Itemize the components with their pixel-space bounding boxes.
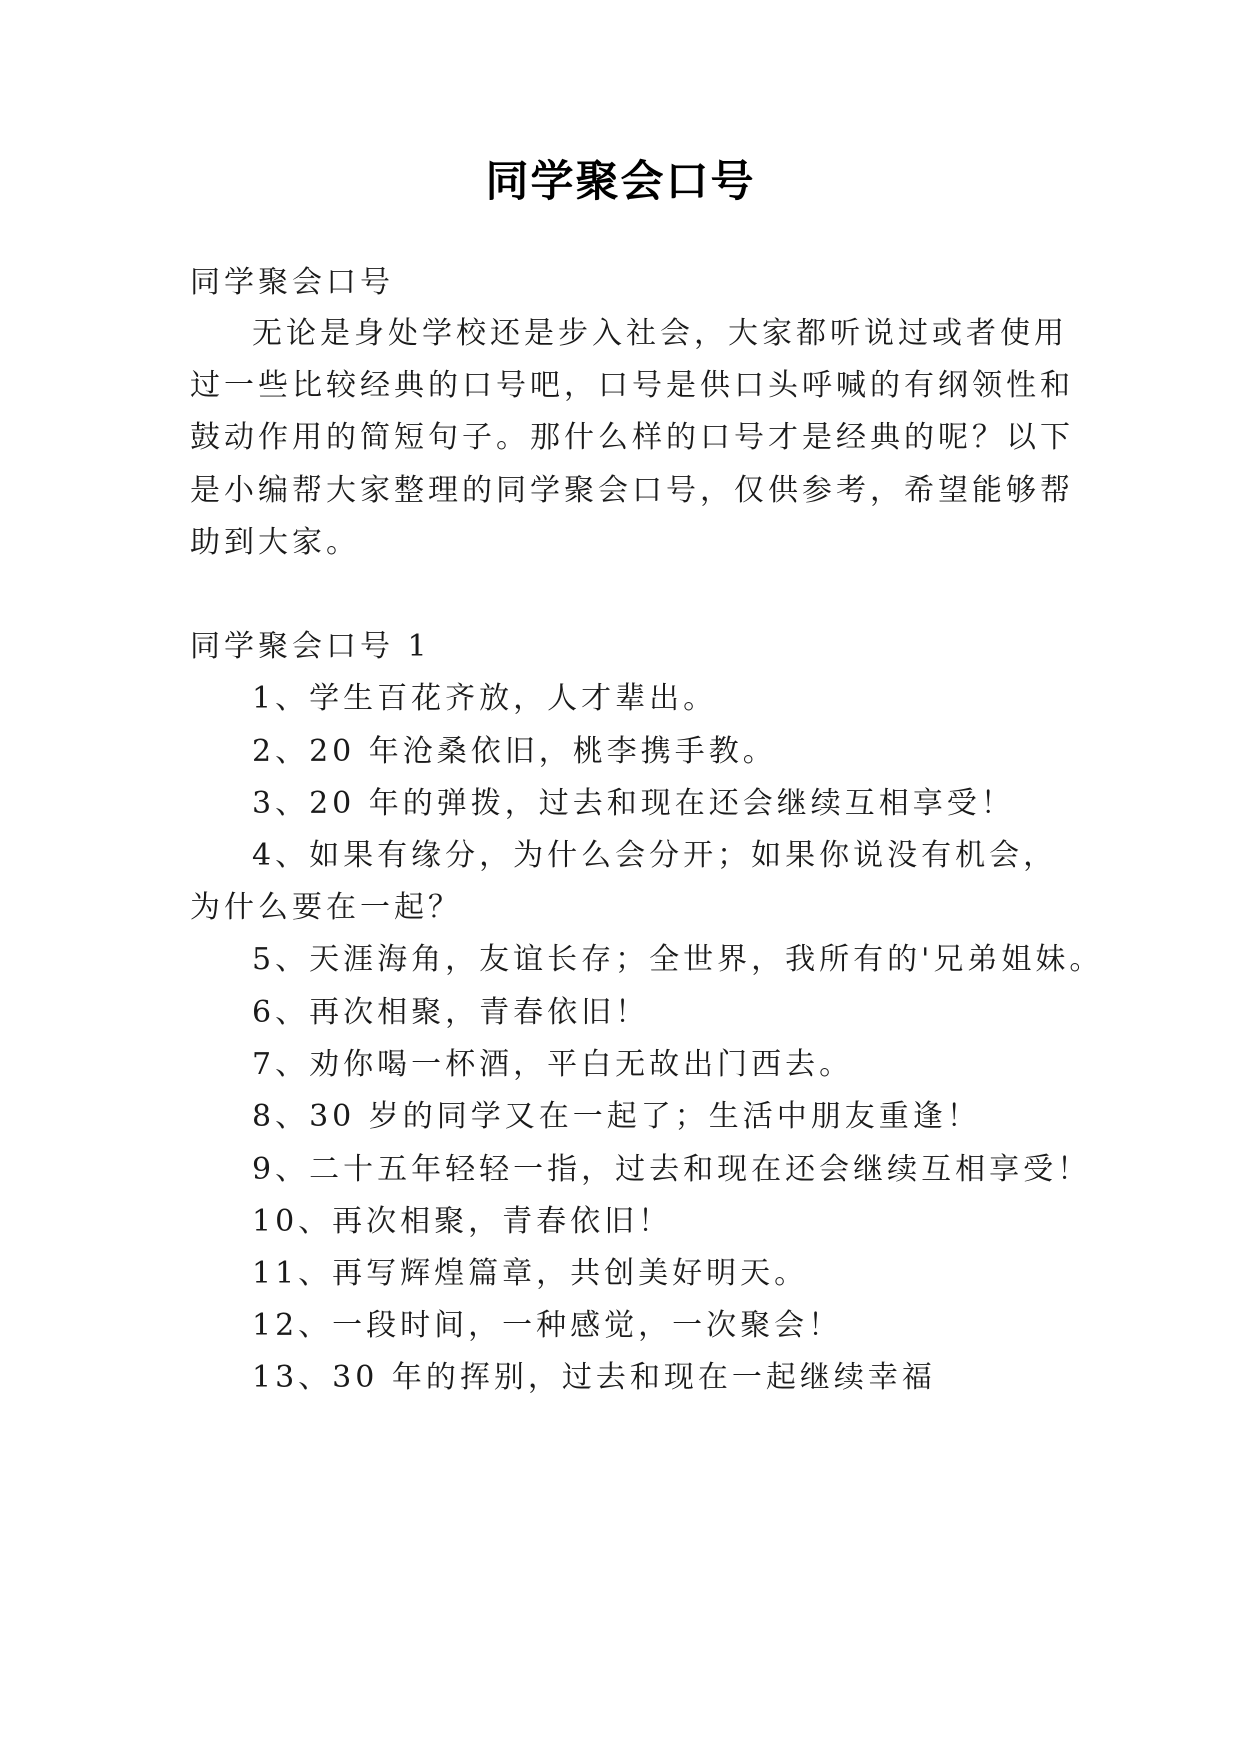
intro-line: 过一些比较经典的口号吧，口号是供口头呼喊的有纲领性和 [190,368,1074,403]
slogan-item: 9、二十五年轻轻一指，过去和现在还会继续互相享受！ [252,1152,1092,1187]
slogan-item: 12、一段时间，一种感觉，一次聚会！ [252,1308,843,1343]
slogan-item: 7、劝你喝一杯酒，平白无故出门西去。 [252,1047,854,1082]
slogan-item: 4、如果有缘分，为什么会分开；如果你说没有机会， [252,838,1058,873]
slogan-item-continuation: 为什么要在一起？ [190,890,462,925]
slogan-item: 13、30 年的挥别，过去和现在一起继续幸福 [252,1360,936,1395]
slogan-item: 6、再次相聚，青春依旧！ [252,995,650,1030]
slogan-item: 1、学生百花齐放，人才辈出。 [252,681,718,716]
intro-line: 无论是身处学校还是步入社会，大家都听说过或者使用 [252,316,1068,351]
intro-line: 是小编帮大家整理的同学聚会口号，仅供参考，希望能够帮 [190,473,1074,508]
intro-line: 鼓动作用的简短句子。那什么样的口号才是经典的呢？以下 [190,420,1074,455]
slogan-item: 5、天涯海角，友谊长存；全世界，我所有的'兄弟姐妹。 [252,942,1104,977]
slogan-item: 3、20 年的弹拨，过去和现在还会继续互相享受！ [252,786,1015,821]
intro-line: 助到大家。 [190,525,360,560]
section-title: 同学聚会口号 1 [190,629,431,664]
slogan-item: 10、再次相聚，青春依旧！ [252,1204,673,1239]
slogan-item: 2、20 年沧桑依旧，桃李携手教。 [252,734,777,769]
slogan-item: 8、30 岁的同学又在一起了；生活中朋友重逢！ [252,1099,981,1134]
subheading: 同学聚会口号 [190,265,394,300]
slogan-item: 11、再写辉煌篇章，共创美好明天。 [252,1256,809,1291]
document-title: 同学聚会口号 [485,157,756,207]
